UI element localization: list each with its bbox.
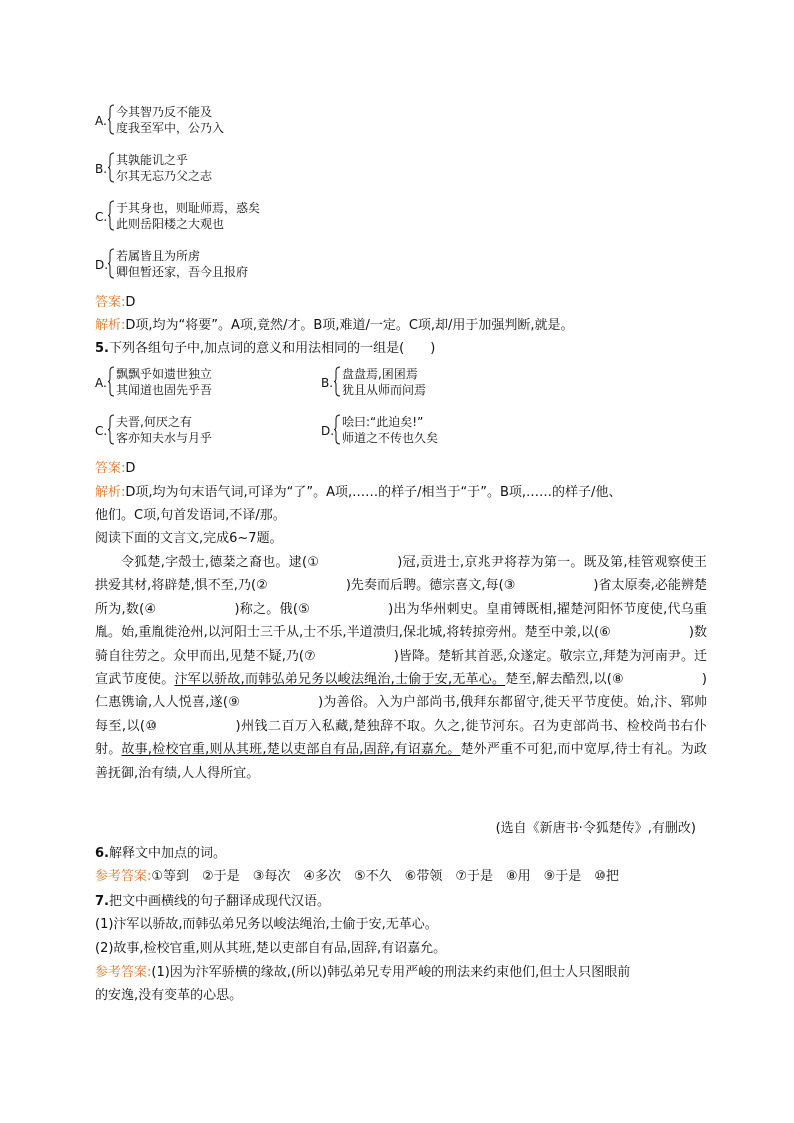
q6-answer	[95, 868, 619, 886]
answer-value: D	[125, 295, 136, 310]
option-line-1: 今其智乃反不能及	[116, 105, 213, 119]
option-letter: C.	[95, 424, 108, 438]
q4-option-d	[95, 248, 315, 282]
question-number: 6.	[95, 846, 109, 861]
question-text: 下列各组句子中,加点词的意义和用法相同的一组是( )	[108, 341, 436, 356]
q7-sentence-2: (2)故事,检校官重,则从其班,楚以吏部自有品,固辞,有诏嘉允。	[95, 941, 447, 956]
q5-option-a	[95, 366, 295, 400]
option-line-2: 度我至军中，公乃入	[116, 121, 225, 135]
passage-text: )先奏而后聘。德宗喜文,每(③	[345, 578, 516, 594]
brace-icon	[108, 104, 115, 135]
q7-sentence-1: (1)汴军以骄故,而韩弘弟兄务以峻法绳治,士偷于安,无革心。	[95, 917, 438, 932]
brace-icon	[108, 200, 115, 231]
brace-icon	[108, 152, 115, 183]
q4-option-a	[95, 104, 295, 138]
q4-analysis	[95, 317, 574, 335]
option-line-2: 师道之不传也久矣	[342, 431, 439, 445]
analysis-label: 解析:	[95, 485, 126, 500]
brace-icon	[334, 414, 341, 445]
brace-icon	[334, 366, 341, 397]
question-number: 5.	[95, 341, 109, 356]
option-line-1: 若属皆且为所虏	[116, 249, 201, 263]
analysis-text: D项,均为句末语气词,可译为“了”。A项,……的样子/相当于“于”。B项,……的样子/他、	[125, 485, 622, 500]
q5-option-c	[95, 414, 295, 448]
option-letter: D.	[95, 258, 109, 272]
underlined-sentence-1: 汴军以骄故,而韩弘弟兄务以峻法绳治,士偷于安,无革心。	[174, 672, 506, 688]
passage-text: )称之。俄(⑤	[234, 601, 311, 617]
option-letter: C.	[95, 210, 108, 224]
q5-option-b	[321, 366, 521, 400]
option-line-2: 客亦知夫水与月乎	[116, 431, 213, 445]
q7-answer-cont: 的安逸,没有变革的心思。	[95, 988, 243, 1003]
brace-icon	[108, 248, 115, 279]
answer-label: 答案:	[95, 461, 126, 476]
question-number: 7.	[95, 894, 109, 909]
passage-text: )省太原奏,必能辨楚所为,数(④	[95, 578, 707, 617]
reading-passage	[95, 551, 707, 785]
option-line-2: 尔其无忘乃父之志	[116, 169, 213, 183]
option-line-1: 哙曰:“此迫矣!”	[342, 415, 424, 429]
passage-text: )皆降。楚斩其首恶,众遂定。敬宗立,拜楚为河南尹。迁宣武节度使。	[95, 648, 707, 688]
q5-analysis	[95, 484, 621, 502]
analysis-label: 解析:	[95, 318, 126, 333]
q5-analysis-cont	[95, 507, 286, 525]
option-letter: B.	[95, 162, 108, 176]
q4-answer	[95, 294, 135, 312]
q7-question	[95, 893, 330, 911]
answer-label: 参考答案:	[95, 965, 152, 980]
q5-answer	[95, 460, 135, 478]
passage-text: 楚外严重不可犯,而中宽厚,待士有礼。为政善抚御,治有绩,人人得所宜。	[95, 742, 707, 781]
option-line-1: 盘盘焉,囷囷焉	[342, 367, 418, 381]
answer-text: (1)因为汴军骄横的缘故,(所以)韩弘弟兄专用严峻的刑法来约束他们,但士人只图眼前	[151, 965, 631, 980]
passage-text: )数骑自往劳之。众甲而出,见楚不疑,乃(⑦	[95, 625, 707, 664]
option-letter: A.	[95, 114, 107, 128]
passage-source: (选自《新唐书·令狐楚传》,有删改)	[495, 821, 696, 836]
analysis-text: 他们。C项,句首发语词,不译/那。	[95, 508, 286, 523]
option-letter: B.	[321, 376, 334, 390]
answer-label: 参考答案:	[95, 869, 152, 884]
brace-icon	[108, 414, 115, 445]
passage-text: )仁惠镌谕,人人悦喜,遂(⑨	[95, 672, 707, 711]
option-line-1: 飘飘乎如遗世独立	[116, 367, 213, 381]
passage-text: 楚至,解去酷烈,以(⑧	[505, 672, 624, 688]
option-line-1: 于其身也，则耻师焉，惑矣	[116, 201, 261, 215]
passage-text: )州钱二百万入私藏,楚独辞不取。久之,徙节河东。召为吏部尚书、检校尚书右仆射。	[95, 718, 707, 758]
answer-text: ①等到 ②于是 ③每次 ④多次 ⑤不久 ⑥带领 ⑦于是 ⑧用 ⑨于是 ⑩把	[151, 869, 619, 884]
brace-icon	[108, 366, 115, 397]
question-text: 解释文中加点的词。	[108, 846, 226, 861]
passage-text: )出为华州刺史。皇甫镈既相,擢楚河阳怀节度使,代乌重胤。始,重胤徙沧州,以河阳士三千从,士不乐,半道溃归,保北城,将转掠旁州。楚至中𣴎,以(⑥	[95, 601, 707, 641]
q5-question	[95, 340, 435, 358]
option-line-1: 其孰能讥之乎	[116, 153, 189, 167]
analysis-text: D项,均为“将要”。A项,竟然/才。B项,难道/一定。C项,却/用于加强判断,就是。	[125, 318, 574, 333]
option-letter: D.	[321, 424, 335, 438]
option-line-2: 其闻道也固先乎吾	[116, 383, 213, 397]
underlined-sentence-2: 故事,检校官重,则从其班,楚以吏部自有品,固辞,有诏嘉允。	[121, 742, 461, 758]
passage-text: )为善俗。入为户部尚书,俄拜东都留守,徙天平节度使。始,汴、郓帅每至,以(⑩	[95, 695, 707, 734]
passage-text: 令狐楚,字殻士,德棻之裔也。逮(①	[121, 555, 320, 570]
option-letter: A.	[95, 376, 107, 390]
passage-text: )冠,贡进士,京兆尹将荐为第一。既及第,桂管观察使王拱爱其材,将辟楚,惧不至,乃(②	[95, 555, 707, 594]
option-line-2: 卿但暂还家，吾今且报府	[116, 265, 249, 279]
option-line-2: 犹且从师而问焉	[342, 383, 427, 397]
answer-value: D	[125, 461, 136, 476]
q6-question	[95, 845, 226, 863]
q4-option-b	[95, 152, 295, 186]
reading-intro: 阅读下面的文言文,完成6~7题。	[95, 531, 283, 546]
question-text: 把文中画横线的句子翻译成现代汉语。	[108, 894, 330, 909]
q4-option-c	[95, 200, 295, 234]
option-line-1: 夫晋,何厌之有	[116, 415, 192, 429]
option-line-2: 此则岳阳楼之大观也	[116, 217, 225, 231]
q7-answer	[95, 964, 630, 982]
q5-option-d	[321, 414, 521, 448]
answer-label: 答案:	[95, 295, 126, 310]
